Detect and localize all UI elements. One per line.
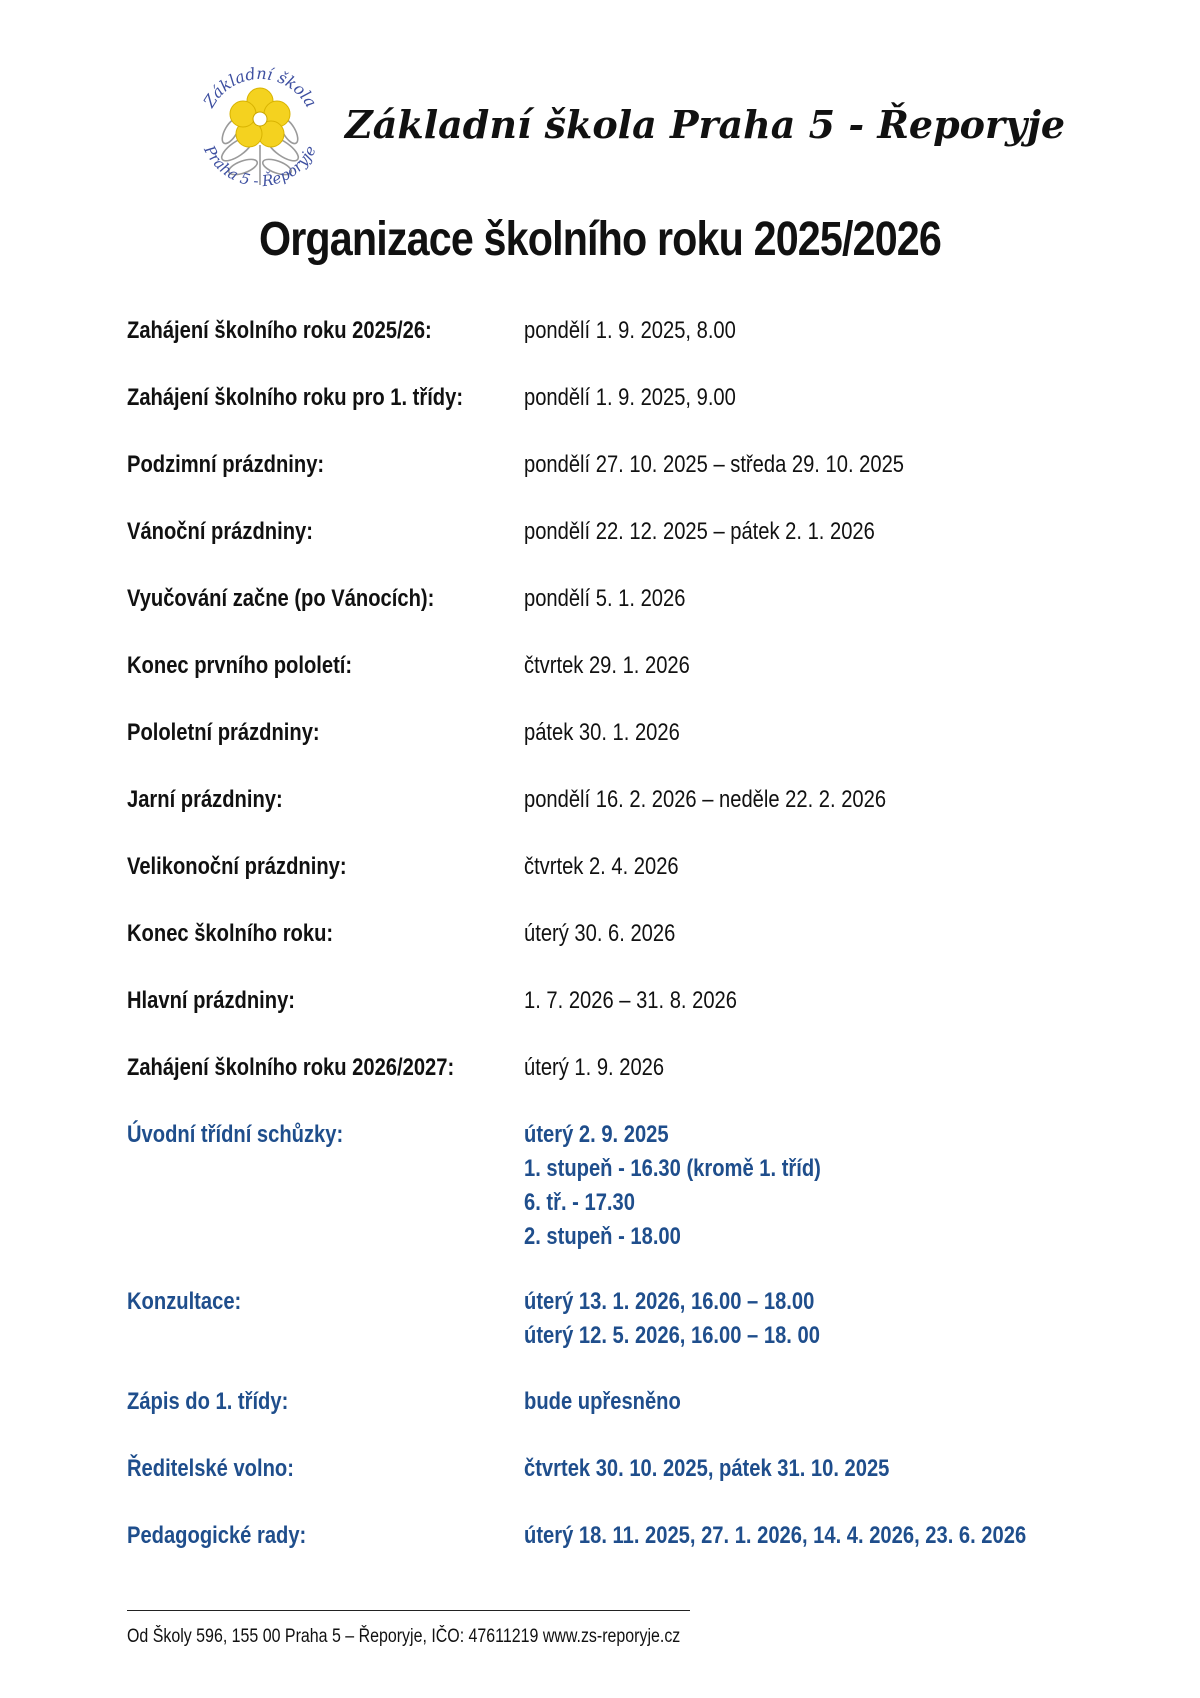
schedule-value: čtvrtek 2. 4. 2026 [524, 853, 679, 880]
schedule-label: Pololetní prázdniny: [127, 719, 320, 746]
schedule-label: Zahájení školního roku 2026/2027: [127, 1054, 455, 1081]
schedule-label: Zahájení školního roku 2025/26: [127, 317, 432, 344]
schedule-label: Velikonoční prázdniny: [127, 853, 347, 880]
logo-text-top: Základní škola [199, 63, 321, 111]
schedule-label: Vyučování začne (po Vánocích): [127, 585, 435, 612]
schedule-value: pátek 30. 1. 2026 [524, 719, 680, 746]
schedule-label: Pedagogické rady: [127, 1522, 307, 1549]
schedule-value: pondělí 27. 10. 2025 – středa 29. 10. 2025 [524, 451, 904, 478]
schedule-label: Jarní prázdniny: [127, 786, 283, 813]
schedule-value: úterý 13. 1. 2026, 16.00 – 18.00 úterý 12. 5. 2026, 16.00 – 18. 00 [524, 1288, 820, 1349]
schedule-value: pondělí 5. 1. 2026 [524, 585, 686, 612]
schedule-value: pondělí 1. 9. 2025, 9.00 [524, 384, 736, 411]
schedule-value: bude upřesněno [524, 1388, 681, 1415]
schedule-label: Konzultace: [127, 1288, 242, 1315]
logo-text-bottom: Praha 5 - Řeporyje [200, 142, 320, 191]
schedule-label: Podzimní prázdniny: [127, 451, 325, 478]
schedule-label: Zahájení školního roku pro 1. třídy: [127, 384, 464, 411]
schedule-value: pondělí 16. 2. 2026 – neděle 22. 2. 2026 [524, 786, 887, 813]
page-title: Organizace školního roku 2025/2026 [258, 213, 942, 266]
school-name: Základní škola Praha 5 - Řeporyje [345, 102, 1066, 147]
schedule-label: Konec prvního pololetí: [127, 652, 353, 679]
schedule-value: čtvrtek 30. 10. 2025, pátek 31. 10. 2025 [524, 1455, 890, 1482]
schedule-label: Konec školního roku: [127, 920, 334, 947]
schedule-value: 1. 7. 2026 – 31. 8. 2026 [524, 987, 737, 1014]
schedule-value: čtvrtek 29. 1. 2026 [524, 652, 690, 679]
schedule-value: úterý 2. 9. 2025 1. stupeň - 16.30 (kromě 1. tříd) 6. tř. - 17.30 2. stupeň - 18.00 [524, 1121, 821, 1250]
schedule-value: pondělí 1. 9. 2025, 8.00 [524, 317, 736, 344]
schedule-label: Úvodní třídní schůzky: [127, 1121, 344, 1148]
school-logo [185, 57, 335, 207]
schedule-label: Ředitelské volno: [127, 1455, 294, 1482]
footer-divider [127, 1610, 690, 1611]
flower-icon [230, 88, 290, 147]
footer-address: Od Školy 596, 155 00 Praha 5 – Řeporyje, IČO: 47611219 www.zs-reporyje.cz [127, 1626, 681, 1647]
schedule-value: úterý 1. 9. 2026 [524, 1054, 665, 1081]
schedule-label: Hlavní prázdniny: [127, 987, 296, 1014]
schedule-label: Vánoční prázdniny: [127, 518, 313, 545]
schedule-value: úterý 30. 6. 2026 [524, 920, 676, 947]
schedule-label: Zápis do 1. třídy: [127, 1388, 289, 1415]
schedule-value: pondělí 22. 12. 2025 – pátek 2. 1. 2026 [524, 518, 875, 545]
schedule-value: úterý 18. 11. 2025, 27. 1. 2026, 14. 4. 2026, 23. 6. 2026 [524, 1522, 1027, 1549]
